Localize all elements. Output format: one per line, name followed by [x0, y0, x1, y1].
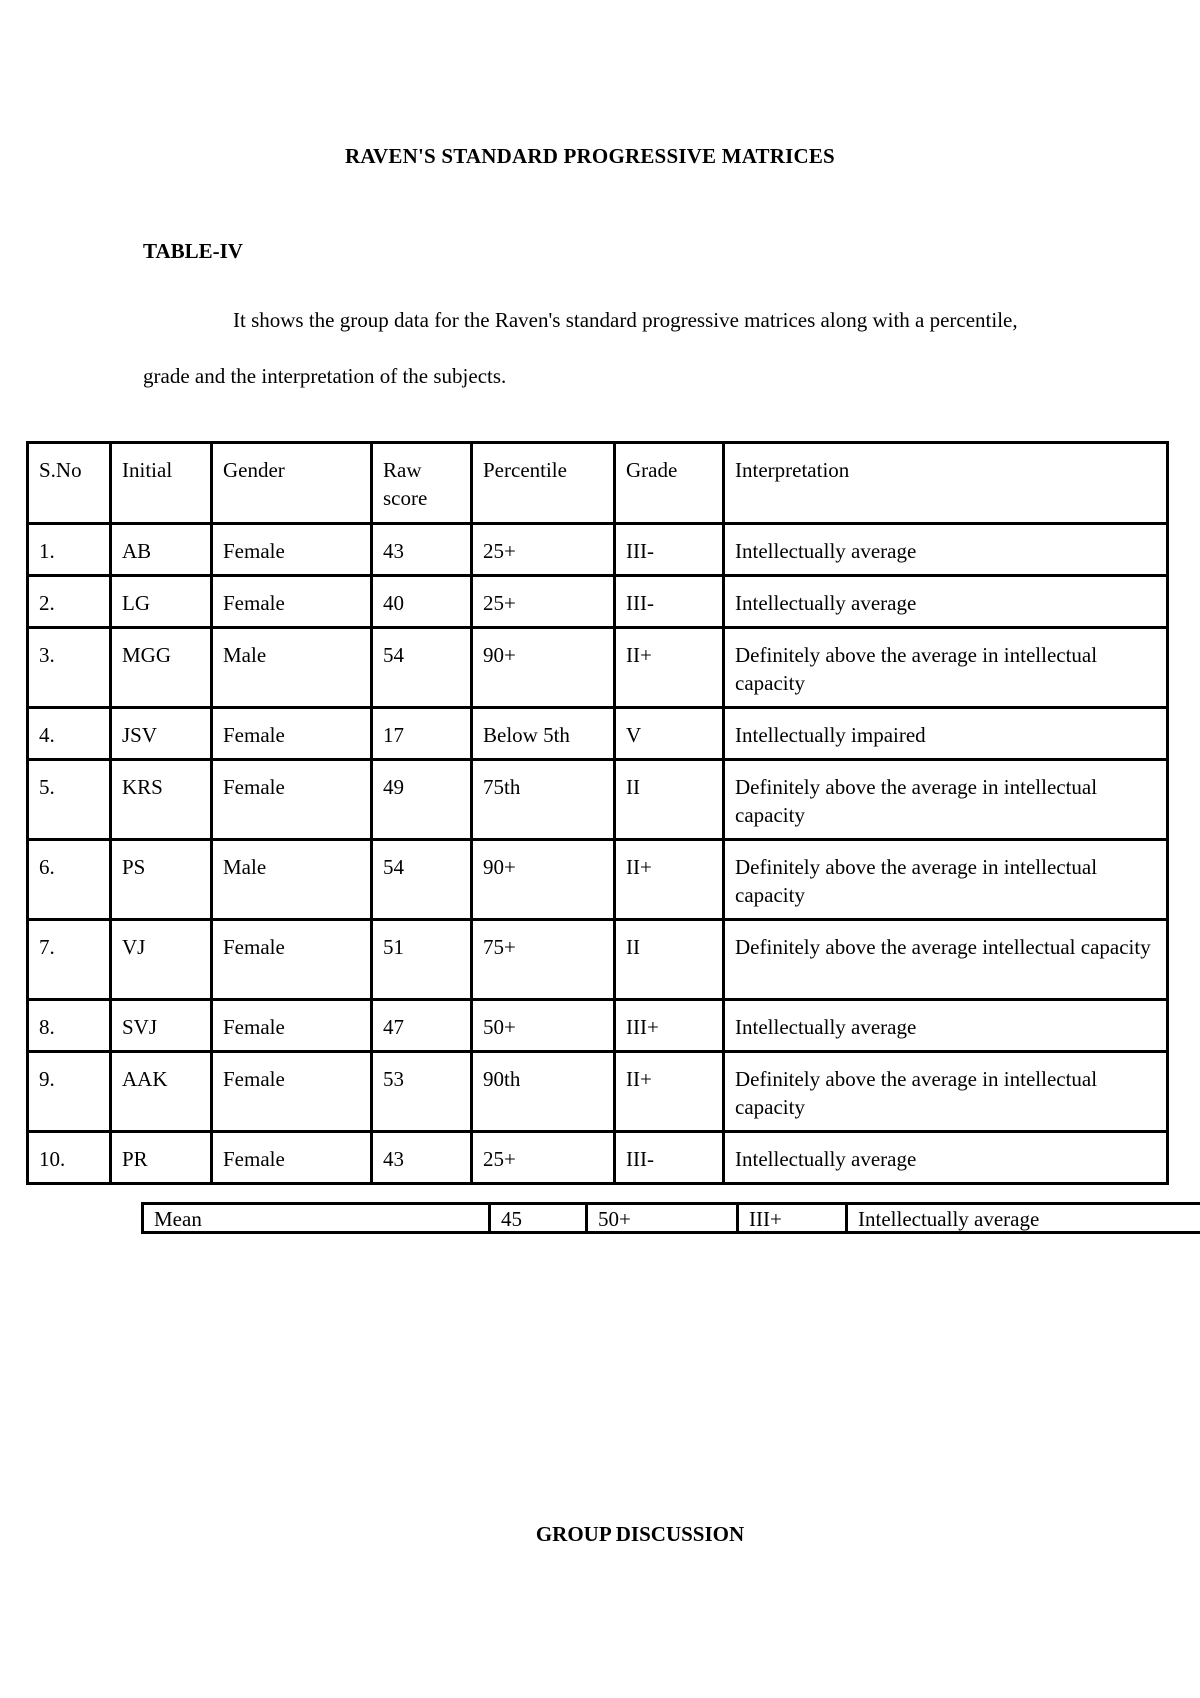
grade-cell: III-: [615, 524, 724, 576]
mean-interpretation: Intellectually average: [847, 1204, 1200, 1233]
header-cell: Gender: [212, 443, 372, 524]
grade-cell: II: [615, 920, 724, 1000]
interpretation-cell: Definitely above the average in intellectual capacity: [724, 628, 1168, 708]
header-cell: Grade: [615, 443, 724, 524]
initial-cell: PR: [111, 1132, 212, 1184]
mean-raw-score: 45: [490, 1204, 587, 1233]
interpretation-cell: Intellectually impaired: [724, 708, 1168, 760]
initial-cell: KRS: [111, 760, 212, 840]
sno-cell: 5.: [28, 760, 111, 840]
intro-paragraph: It shows the group data for the Raven's standard progressive matrices along with a percentile, grade and the interpretation of the subjects.: [143, 308, 1018, 388]
sno-cell: 2.: [28, 576, 111, 628]
percentile-cell: 25+: [472, 524, 615, 576]
initial-cell: SVJ: [111, 1000, 212, 1052]
table-row: [28, 1132, 1168, 1184]
initial-cell: PS: [111, 840, 212, 920]
sno-cell: 1.: [28, 524, 111, 576]
initial-cell: JSV: [111, 708, 212, 760]
gender-cell: Female: [212, 576, 372, 628]
table-row: [28, 1052, 1168, 1132]
percentile-cell: 75th: [472, 760, 615, 840]
table-row: [28, 920, 1168, 1000]
mean-label: Mean: [143, 1204, 490, 1233]
percentile-cell: 25+: [472, 576, 615, 628]
gender-cell: Male: [212, 628, 372, 708]
table-row: [28, 840, 1168, 920]
initial-cell: MGG: [111, 628, 212, 708]
initial-cell: AB: [111, 524, 212, 576]
interpretation-cell: Intellectually average: [724, 1132, 1168, 1184]
percentile-cell: 75+: [472, 920, 615, 1000]
initial-cell: VJ: [111, 920, 212, 1000]
raw-score-cell: 51: [372, 920, 472, 1000]
interpretation-cell: Definitely above the average in intellectual capacity: [724, 840, 1168, 920]
gender-cell: Female: [212, 1132, 372, 1184]
interpretation-cell: Intellectually average: [724, 1000, 1168, 1052]
raw-score-cell: 47: [372, 1000, 472, 1052]
results-table: [26, 441, 1169, 1185]
table-row: [28, 760, 1168, 840]
interpretation-cell: Definitely above the average in intellectual capacity: [724, 1052, 1168, 1132]
percentile-cell: 90th: [472, 1052, 615, 1132]
interpretation-cell: Intellectually average: [724, 524, 1168, 576]
grade-cell: V: [615, 708, 724, 760]
table-header-row: [28, 443, 1168, 524]
gender-cell: Female: [212, 760, 372, 840]
mean-table: [141, 1202, 1200, 1234]
grade-cell: III+: [615, 1000, 724, 1052]
section-heading: GROUP DISCUSSION: [535, 1522, 745, 1546]
sno-cell: 8.: [28, 1000, 111, 1052]
interpretation-cell: Definitely above the average intellectual capacity: [724, 920, 1168, 1000]
raw-score-cell: 54: [372, 628, 472, 708]
table-row: [28, 1000, 1168, 1052]
header-cell: Percentile: [472, 443, 615, 524]
header-cell: Raw score: [372, 443, 472, 524]
raw-score-cell: 40: [372, 576, 472, 628]
gender-cell: Female: [212, 1052, 372, 1132]
table-row: [28, 628, 1168, 708]
initial-cell: AAK: [111, 1052, 212, 1132]
gender-cell: Female: [212, 920, 372, 1000]
table-label: TABLE-IV: [143, 239, 243, 263]
interpretation-cell: Definitely above the average in intellectual capacity: [724, 760, 1168, 840]
percentile-cell: 25+: [472, 1132, 615, 1184]
sno-cell: 6.: [28, 840, 111, 920]
sno-cell: 10.: [28, 1132, 111, 1184]
percentile-cell: Below 5th: [472, 708, 615, 760]
raw-score-cell: 43: [372, 1132, 472, 1184]
interpretation-cell: Intellectually average: [724, 576, 1168, 628]
sno-cell: 4.: [28, 708, 111, 760]
raw-score-cell: 54: [372, 840, 472, 920]
raw-score-cell: 49: [372, 760, 472, 840]
grade-cell: III-: [615, 576, 724, 628]
table-row: [28, 708, 1168, 760]
initial-cell: LG: [111, 576, 212, 628]
raw-score-cell: 53: [372, 1052, 472, 1132]
table-row: [28, 576, 1168, 628]
percentile-cell: 90+: [472, 840, 615, 920]
percentile-cell: 50+: [472, 1000, 615, 1052]
gender-cell: Female: [212, 524, 372, 576]
header-cell: S.No: [28, 443, 111, 524]
header-cell: Interpretation: [724, 443, 1168, 524]
gender-cell: Female: [212, 708, 372, 760]
grade-cell: II+: [615, 840, 724, 920]
sno-cell: 7.: [28, 920, 111, 1000]
percentile-cell: 90+: [472, 628, 615, 708]
grade-cell: II+: [615, 628, 724, 708]
mean-row: [143, 1204, 1200, 1233]
header-cell: Initial: [111, 443, 212, 524]
table-row: [28, 524, 1168, 576]
gender-cell: Male: [212, 840, 372, 920]
gender-cell: Female: [212, 1000, 372, 1052]
grade-cell: II: [615, 760, 724, 840]
sno-cell: 3.: [28, 628, 111, 708]
raw-score-cell: 43: [372, 524, 472, 576]
raw-score-cell: 17: [372, 708, 472, 760]
sno-cell: 9.: [28, 1052, 111, 1132]
document-title: RAVEN'S STANDARD PROGRESSIVE MATRICES: [345, 144, 835, 168]
grade-cell: II+: [615, 1052, 724, 1132]
mean-grade: III+: [738, 1204, 847, 1233]
mean-percentile: 50+: [587, 1204, 738, 1233]
grade-cell: III-: [615, 1132, 724, 1184]
